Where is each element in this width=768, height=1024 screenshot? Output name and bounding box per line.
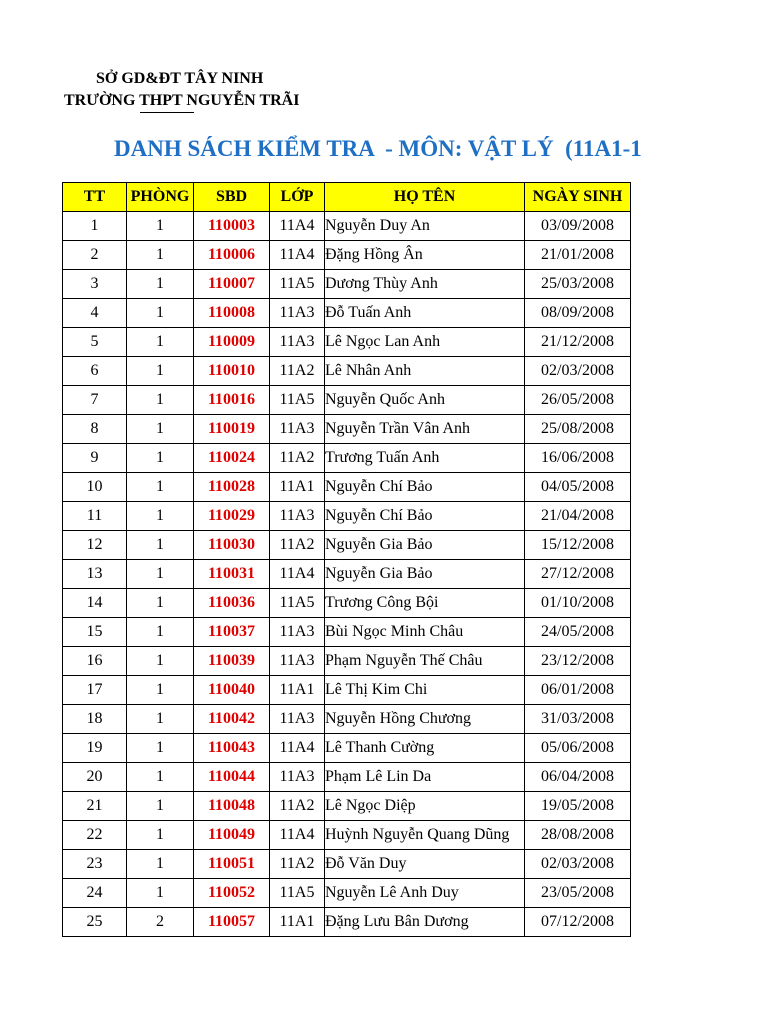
cell-class: 11A5	[270, 270, 325, 299]
cell-tt: 18	[63, 705, 127, 734]
table-row	[63, 328, 631, 357]
cell-dob: 23/05/2008	[525, 879, 631, 908]
cell-room: 1	[127, 705, 194, 734]
cell-class: 11A3	[270, 415, 325, 444]
table-row	[63, 299, 631, 328]
cell-dob: 06/01/2008	[525, 676, 631, 705]
cell-name: Nguyễn Quốc Anh	[325, 386, 525, 415]
cell-name: Đặng Lưu Bân Dương	[325, 908, 525, 937]
cell-sbd: 110019	[194, 415, 270, 444]
cell-tt: 11	[63, 502, 127, 531]
cell-room: 1	[127, 473, 194, 502]
student-list-table	[62, 182, 631, 937]
cell-name: Nguyễn Chí Bảo	[325, 473, 525, 502]
school-name: TRƯỜNG THPT NGUYỄN TRÃI	[64, 92, 300, 109]
cell-class: 11A1	[270, 676, 325, 705]
cell-dob: 21/01/2008	[525, 241, 631, 270]
table-row	[63, 357, 631, 386]
cell-dob: 26/05/2008	[525, 386, 631, 415]
cell-class: 11A3	[270, 705, 325, 734]
cell-tt: 12	[63, 531, 127, 560]
cell-sbd: 110003	[194, 212, 270, 241]
cell-sbd: 110051	[194, 850, 270, 879]
table-row	[63, 589, 631, 618]
cell-name: Nguyễn Duy An	[325, 212, 525, 241]
table-row	[63, 879, 631, 908]
column-header-tt: TT	[63, 183, 127, 212]
cell-class: 11A3	[270, 299, 325, 328]
cell-sbd: 110048	[194, 792, 270, 821]
cell-room: 1	[127, 386, 194, 415]
cell-dob: 27/12/2008	[525, 560, 631, 589]
cell-room: 1	[127, 879, 194, 908]
table-row	[63, 647, 631, 676]
cell-dob: 25/08/2008	[525, 415, 631, 444]
cell-tt: 8	[63, 415, 127, 444]
cell-tt: 13	[63, 560, 127, 589]
cell-dob: 01/10/2008	[525, 589, 631, 618]
cell-room: 1	[127, 676, 194, 705]
table-row	[63, 908, 631, 937]
cell-room: 1	[127, 618, 194, 647]
cell-class: 11A3	[270, 647, 325, 676]
column-header-name: HỌ TÊN	[325, 183, 525, 212]
cell-tt: 2	[63, 241, 127, 270]
cell-sbd: 110042	[194, 705, 270, 734]
cell-room: 1	[127, 328, 194, 357]
cell-dob: 06/04/2008	[525, 763, 631, 792]
cell-sbd: 110008	[194, 299, 270, 328]
cell-sbd: 110029	[194, 502, 270, 531]
cell-room: 1	[127, 734, 194, 763]
cell-room: 1	[127, 531, 194, 560]
table-header-row	[63, 183, 631, 212]
cell-dob: 03/09/2008	[525, 212, 631, 241]
cell-class: 11A4	[270, 560, 325, 589]
cell-sbd: 110016	[194, 386, 270, 415]
table-row	[63, 270, 631, 299]
table-row	[63, 734, 631, 763]
table-row	[63, 212, 631, 241]
cell-name: Đặng Hồng Ân	[325, 241, 525, 270]
cell-sbd: 110024	[194, 444, 270, 473]
cell-name: Trương Tuấn Anh	[325, 444, 525, 473]
cell-dob: 02/03/2008	[525, 357, 631, 386]
cell-name: Bùi Ngọc Minh Châu	[325, 618, 525, 647]
table-row	[63, 821, 631, 850]
cell-name: Phạm Nguyễn Thế Châu	[325, 647, 525, 676]
cell-class: 11A2	[270, 357, 325, 386]
cell-room: 1	[127, 647, 194, 676]
cell-tt: 25	[63, 908, 127, 937]
cell-sbd: 110036	[194, 589, 270, 618]
cell-tt: 10	[63, 473, 127, 502]
cell-class: 11A4	[270, 821, 325, 850]
cell-sbd: 110030	[194, 531, 270, 560]
cell-tt: 15	[63, 618, 127, 647]
cell-name: Nguyễn Gia Bảo	[325, 560, 525, 589]
cell-sbd: 110044	[194, 763, 270, 792]
cell-tt: 16	[63, 647, 127, 676]
cell-tt: 1	[63, 212, 127, 241]
cell-sbd: 110052	[194, 879, 270, 908]
cell-tt: 22	[63, 821, 127, 850]
department-name: SỞ GD&ĐT TÂY NINH	[96, 70, 264, 87]
cell-class: 11A3	[270, 328, 325, 357]
cell-dob: 15/12/2008	[525, 531, 631, 560]
cell-dob: 16/06/2008	[525, 444, 631, 473]
cell-tt: 3	[63, 270, 127, 299]
cell-room: 1	[127, 560, 194, 589]
cell-sbd: 110043	[194, 734, 270, 763]
cell-dob: 02/03/2008	[525, 850, 631, 879]
cell-sbd: 110040	[194, 676, 270, 705]
table-row	[63, 502, 631, 531]
table-row	[63, 676, 631, 705]
cell-dob: 31/03/2008	[525, 705, 631, 734]
cell-tt: 21	[63, 792, 127, 821]
cell-dob: 21/04/2008	[525, 502, 631, 531]
cell-room: 1	[127, 502, 194, 531]
cell-name: Lê Ngọc Diệp	[325, 792, 525, 821]
cell-tt: 20	[63, 763, 127, 792]
cell-dob: 05/06/2008	[525, 734, 631, 763]
column-header-sbd: SBD	[194, 183, 270, 212]
cell-class: 11A4	[270, 241, 325, 270]
column-header-dob: NGÀY SINH	[525, 183, 631, 212]
cell-room: 1	[127, 241, 194, 270]
cell-tt: 19	[63, 734, 127, 763]
cell-room: 1	[127, 444, 194, 473]
cell-name: Nguyễn Trần Vân Anh	[325, 415, 525, 444]
cell-room: 1	[127, 299, 194, 328]
cell-dob: 19/05/2008	[525, 792, 631, 821]
cell-class: 11A1	[270, 473, 325, 502]
cell-class: 11A3	[270, 763, 325, 792]
cell-tt: 9	[63, 444, 127, 473]
cell-class: 11A5	[270, 879, 325, 908]
cell-sbd: 110009	[194, 328, 270, 357]
cell-class: 11A3	[270, 618, 325, 647]
table-row	[63, 531, 631, 560]
cell-tt: 24	[63, 879, 127, 908]
cell-dob: 04/05/2008	[525, 473, 631, 502]
cell-room: 1	[127, 212, 194, 241]
cell-dob: 25/03/2008	[525, 270, 631, 299]
cell-room: 2	[127, 908, 194, 937]
cell-tt: 6	[63, 357, 127, 386]
cell-dob: 28/08/2008	[525, 821, 631, 850]
cell-tt: 14	[63, 589, 127, 618]
cell-tt: 5	[63, 328, 127, 357]
cell-name: Huỳnh Nguyễn Quang Dũng	[325, 821, 525, 850]
cell-room: 1	[127, 792, 194, 821]
cell-name: Lê Nhân Anh	[325, 357, 525, 386]
cell-name: Đỗ Văn Duy	[325, 850, 525, 879]
cell-tt: 23	[63, 850, 127, 879]
cell-name: Lê Thanh Cường	[325, 734, 525, 763]
cell-tt: 7	[63, 386, 127, 415]
cell-sbd: 110037	[194, 618, 270, 647]
cell-room: 1	[127, 270, 194, 299]
cell-sbd: 110007	[194, 270, 270, 299]
cell-class: 11A4	[270, 212, 325, 241]
cell-room: 1	[127, 589, 194, 618]
cell-name: Nguyễn Gia Bảo	[325, 531, 525, 560]
cell-name: Nguyễn Hồng Chương	[325, 705, 525, 734]
cell-tt: 17	[63, 676, 127, 705]
cell-dob: 08/09/2008	[525, 299, 631, 328]
table-row	[63, 763, 631, 792]
cell-dob: 07/12/2008	[525, 908, 631, 937]
table-row	[63, 850, 631, 879]
cell-class: 11A2	[270, 792, 325, 821]
cell-room: 1	[127, 357, 194, 386]
column-header-class: LỚP	[270, 183, 325, 212]
cell-sbd: 110039	[194, 647, 270, 676]
cell-room: 1	[127, 415, 194, 444]
cell-name: Nguyễn Lê Anh Duy	[325, 879, 525, 908]
table-row	[63, 444, 631, 473]
cell-class: 11A5	[270, 386, 325, 415]
cell-class: 11A2	[270, 531, 325, 560]
cell-sbd: 110028	[194, 473, 270, 502]
cell-name: Lê Ngọc Lan Anh	[325, 328, 525, 357]
cell-class: 11A3	[270, 502, 325, 531]
cell-sbd: 110031	[194, 560, 270, 589]
cell-name: Nguyễn Chí Bảo	[325, 502, 525, 531]
cell-dob: 21/12/2008	[525, 328, 631, 357]
cell-sbd: 110010	[194, 357, 270, 386]
cell-class: 11A2	[270, 850, 325, 879]
table-row	[63, 415, 631, 444]
table-row	[63, 618, 631, 647]
cell-name: Đỗ Tuấn Anh	[325, 299, 525, 328]
cell-dob: 24/05/2008	[525, 618, 631, 647]
column-header-room: PHÒNG	[127, 183, 194, 212]
cell-room: 1	[127, 763, 194, 792]
cell-sbd: 110057	[194, 908, 270, 937]
header-underline	[140, 112, 194, 113]
cell-name: Lê Thị Kim Chi	[325, 676, 525, 705]
table-row	[63, 386, 631, 415]
cell-class: 11A2	[270, 444, 325, 473]
cell-room: 1	[127, 821, 194, 850]
cell-sbd: 110049	[194, 821, 270, 850]
table-row	[63, 792, 631, 821]
cell-class: 11A5	[270, 589, 325, 618]
cell-name: Phạm Lê Lin Da	[325, 763, 525, 792]
cell-name: Dương Thùy Anh	[325, 270, 525, 299]
table-row	[63, 560, 631, 589]
cell-class: 11A1	[270, 908, 325, 937]
cell-room: 1	[127, 850, 194, 879]
table-row	[63, 241, 631, 270]
cell-sbd: 110006	[194, 241, 270, 270]
cell-class: 11A4	[270, 734, 325, 763]
table-row	[63, 473, 631, 502]
document-title: DANH SÁCH KIỂM TRA - MÔN: VẬT LÝ (11A1-1	[114, 136, 642, 161]
cell-dob: 23/12/2008	[525, 647, 631, 676]
cell-tt: 4	[63, 299, 127, 328]
table-row	[63, 705, 631, 734]
cell-name: Trương Công Bội	[325, 589, 525, 618]
